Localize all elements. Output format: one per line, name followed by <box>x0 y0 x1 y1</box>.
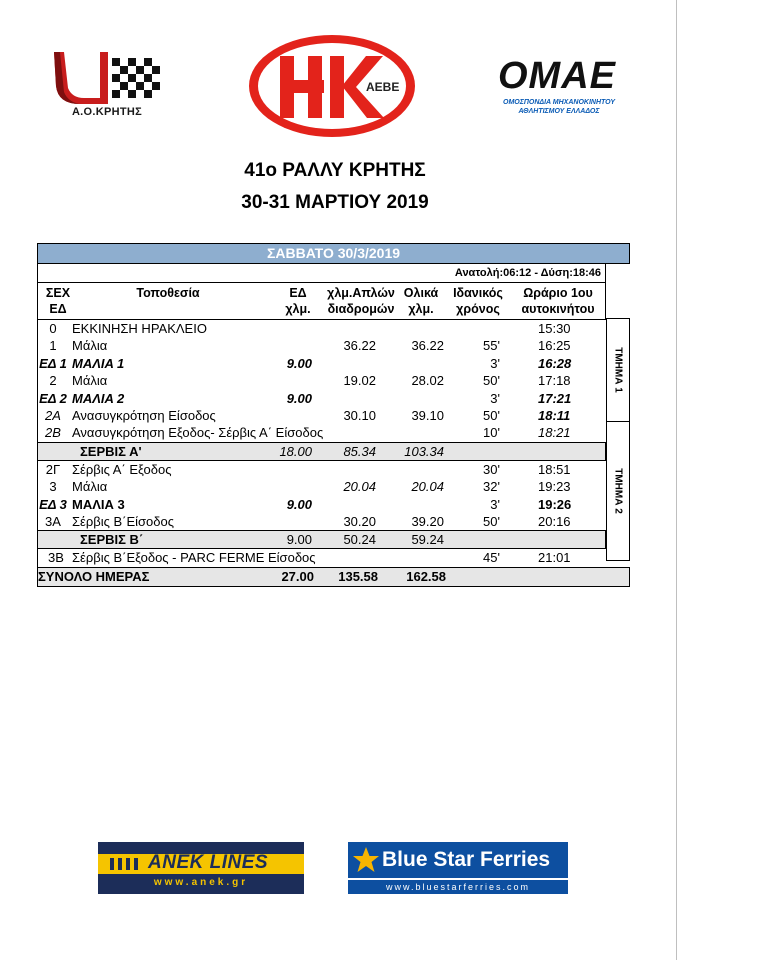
cell-ideal: 50' <box>483 513 500 529</box>
aok-text: Α.Ο.ΚΡΗΤΗΣ <box>71 106 143 118</box>
cell-location: Μάλια <box>72 479 108 495</box>
event-title: 41ο ΡΑΛΛΥ ΚΡΗΤΗΣ <box>244 160 426 181</box>
cell-location: Μάλια <box>72 338 108 354</box>
cell-code: 3 <box>49 479 57 495</box>
cell-time: 17:18 <box>538 373 571 389</box>
table-row <box>37 424 606 441</box>
day-header: ΣΑΒΒΑΤΟ 30/3/2019 <box>37 243 630 264</box>
cell-location: ΕΚΚΙΝΗΣΗ ΗΡΑΚΛΕΙΟ <box>72 321 207 336</box>
cell-code: 3Α <box>45 513 61 529</box>
anek-name: ANEK LINES <box>148 852 269 873</box>
page-edge <box>676 0 677 960</box>
total-label: ΣΥΝΟΛΟ ΗΜΕΡΑΣ <box>38 568 150 584</box>
cell-code: 2Β <box>45 425 61 441</box>
anek-url: www.anek.gr <box>153 877 249 888</box>
cell-location: Σέρβις Α΄ Εξοδος <box>72 461 172 477</box>
cell-ideal: 3' <box>490 496 500 512</box>
table-row <box>37 496 606 513</box>
total-total: 162.58 <box>406 568 446 584</box>
omae-word: ΟΜΑΕ <box>498 55 616 97</box>
cell-total: 39.20 <box>411 513 444 529</box>
cell-ideal: 32' <box>483 479 500 495</box>
bsf-name: Blue Star Ferries <box>382 848 551 871</box>
cell-ideal: 3' <box>490 390 500 406</box>
cell-location: Σέρβις Β΄Είσοδος <box>72 513 175 529</box>
service-b-label: ΣΕΡΒΙΣ Β΄ <box>80 532 144 548</box>
table-row <box>37 320 606 337</box>
cell-total: 39.10 <box>411 407 444 423</box>
cell-code: 1 <box>49 338 57 354</box>
service-a-total: 103.34 <box>404 443 444 459</box>
anek-stripes-icon <box>108 856 142 872</box>
hk-suffix: ΑΕΒΕ <box>366 80 400 94</box>
cell-time: 18:51 <box>538 461 571 477</box>
table-row <box>37 355 606 372</box>
cell-ideal: 55' <box>483 338 500 354</box>
header-ss-km: ΕΔ χλμ. <box>285 286 311 316</box>
table-row <box>37 337 606 354</box>
cell-time: 15:30 <box>538 321 571 336</box>
omae-logo <box>492 56 622 126</box>
final-time: 21:01 <box>538 550 571 566</box>
cell-liaison: 30.20 <box>343 513 376 529</box>
cell-liaison: 30.10 <box>343 407 376 423</box>
table-row <box>37 372 606 389</box>
column-headers <box>37 282 606 320</box>
table-row <box>37 390 606 407</box>
cell-location: ΜΑΛΙΑ 2 <box>72 390 125 406</box>
omae-subtitle: ΟΜΟΣΠΟΝΔΙΑ ΜΗΧΑΝΟΚΙΝΗΤΟΥ ΑΘΛΗΤΙΣΜΟΥ ΕΛΛΑΔΟΣ <box>503 99 615 115</box>
bsf-url: www.bluestarferries.com <box>348 880 568 894</box>
cell-ss-km: 9.00 <box>286 390 312 406</box>
section-1-label: ΤΜΗΜΑ 1 <box>612 347 624 393</box>
final-ideal: 45' <box>483 550 500 566</box>
blue-star-ferries-logo <box>348 842 568 894</box>
cell-time: 18:11 <box>538 407 571 423</box>
cell-ideal: 50' <box>483 407 500 423</box>
hk-logo <box>246 32 418 140</box>
cell-liaison: 19.02 <box>343 373 376 389</box>
header-liaison-km: χλμ.Απλών διαδρομών <box>327 286 395 316</box>
cell-liaison: 20.04 <box>343 479 376 495</box>
cell-code: ΕΔ 1 <box>39 355 67 371</box>
star-icon <box>352 846 380 874</box>
schedule-table <box>37 243 630 587</box>
event-dates: 30-31 ΜΑΡΤΙΟΥ 2019 <box>241 192 429 213</box>
day-total-row <box>37 567 630 587</box>
aok-emblem-icon <box>50 48 162 108</box>
cell-location: ΜΑΛΙΑ 1 <box>72 355 125 371</box>
anek-lines-logo <box>98 842 304 894</box>
cell-time: 16:25 <box>538 338 571 354</box>
service-b-total: 59.24 <box>411 532 444 548</box>
cell-location: Μάλια <box>72 373 108 389</box>
cell-ss-km: 9.00 <box>286 355 312 371</box>
service-a-row <box>37 442 606 461</box>
service-a-ss-km: 18.00 <box>279 443 312 459</box>
table-row <box>37 478 606 495</box>
cell-time: 20:16 <box>538 513 571 529</box>
cell-location: Ανασυγκρότηση Είσοδος <box>72 407 216 423</box>
cell-liaison: 36.22 <box>343 338 376 354</box>
cell-code: 2Γ <box>45 461 61 477</box>
cell-ideal: 3' <box>490 355 500 371</box>
cell-time: 19:23 <box>538 479 571 495</box>
cell-total: 28.02 <box>411 373 444 389</box>
cell-time: 16:28 <box>538 355 572 371</box>
section-2-box <box>606 421 630 561</box>
header-location: Τοποθεσία <box>136 286 200 300</box>
service-a-label: ΣΕΡΒΙΣ Α' <box>80 443 142 459</box>
final-location: Σέρβις Β΄Εξοδος - PARC FERME Είσοδος <box>72 550 316 566</box>
table-row <box>37 513 606 530</box>
service-b-liaison: 50.24 <box>343 532 376 548</box>
section-2-label: ΤΜΗΜΑ 2 <box>612 468 624 514</box>
final-code: 3Β <box>48 550 64 566</box>
table-row-final <box>37 549 606 566</box>
cell-code: ΕΔ 3 <box>39 496 67 512</box>
header-total-km: Ολικά χλμ. <box>403 286 439 316</box>
cell-ideal: 30' <box>483 461 500 477</box>
cell-code: 2Α <box>45 407 61 423</box>
cell-ideal: 10' <box>483 425 500 441</box>
cell-code: 0 <box>49 321 57 336</box>
cell-total: 20.04 <box>411 479 444 495</box>
cell-time: 17:21 <box>538 390 572 406</box>
service-b-row <box>37 530 606 549</box>
cell-time: 18:21 <box>538 425 571 441</box>
header-ideal-time: Ιδανικός χρόνος <box>453 286 503 316</box>
section-1-box <box>606 318 630 422</box>
sunrise-sunset: Ανατολή:06:12 - Δύση:18:46 <box>37 264 606 282</box>
cell-ideal: 50' <box>483 373 500 389</box>
cell-code: ΕΔ 2 <box>39 390 67 406</box>
header-first-car: Ωράριο 1ου αυτοκινήτου <box>521 286 595 316</box>
table-row <box>37 461 606 478</box>
service-b-ss-km: 9.00 <box>286 532 312 548</box>
total-liaison: 135.58 <box>338 568 378 584</box>
cell-location: Ανασυγκρότηση Εξοδος- Σέρβις Α΄ Είσοδος <box>72 425 324 441</box>
aok-logo <box>50 48 162 124</box>
service-a-liaison: 85.34 <box>343 443 376 459</box>
table-row <box>37 407 606 424</box>
cell-time: 19:26 <box>538 496 572 512</box>
cell-location: ΜΑΛΙΑ 3 <box>72 496 125 512</box>
header-code: ΣΕΧ ΕΔ <box>45 286 71 316</box>
cell-code: 2 <box>49 373 57 389</box>
total-ss-km: 27.00 <box>281 568 314 584</box>
cell-total: 36.22 <box>411 338 444 354</box>
cell-ss-km: 9.00 <box>286 496 312 512</box>
